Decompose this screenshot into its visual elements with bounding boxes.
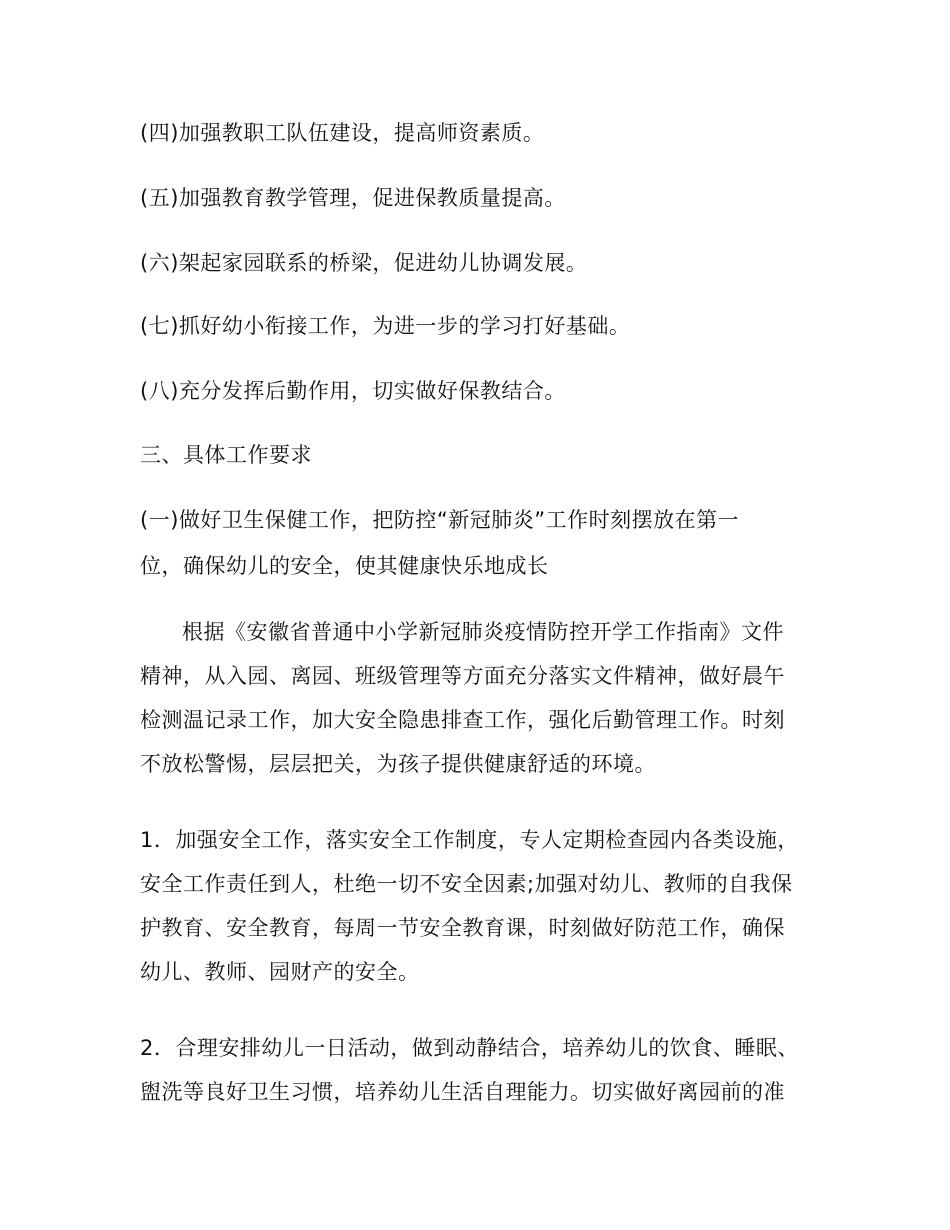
point-1-line-1: 1．加强安全工作，落实安全工作制度，专人定期检查园内各类设施， — [140, 828, 799, 852]
paragraph-1-line-2: 精神，从入园、离园、班级管理等方面充分落实文件精神，做好晨午 — [140, 664, 785, 688]
point-2-line-2: 盥洗等良好卫生习惯，培养幼儿生活自理能力。切实做好离园前的准 — [140, 1080, 785, 1104]
list-item-8: (八)充分发挥后勤作用，切实做好保教结合。 — [140, 379, 566, 403]
subheading-line-2: 位，确保幼儿的安全，使其健康快乐地成长 — [140, 554, 549, 578]
section-heading: 三、具体工作要求 — [140, 443, 312, 467]
paragraph-1 — [140, 610, 816, 786]
list-item-5: (五)加强教育教学管理，促进保教质量提高。 — [140, 186, 566, 210]
point-1-line-4: 幼儿、教师、园财产的安全。 — [140, 960, 420, 984]
point-2 — [140, 1026, 816, 1114]
subheading-line-1: (一)做好卫生保健工作，把防控“新冠肺炎”工作时刻摆放在第一 — [140, 508, 740, 532]
paragraph-1-line-4: 不放松警惕，层层把关，为孩子提供健康舒适的环境。 — [140, 752, 656, 776]
point-1-line-3: 护教育、安全教育，每周一节安全教育课，时刻做好防范工作，确保 — [140, 916, 785, 940]
point-2-line-1: 2．合理安排幼儿一日活动，做到动静结合，培养幼儿的饮食、睡眠、 — [140, 1036, 799, 1060]
list-item-4: (四)加强教职工队伍建设，提高师资素质。 — [140, 121, 545, 145]
point-1 — [140, 818, 816, 994]
list-item-7: (七)抓好幼小衔接工作，为进一步的学习打好基础。 — [140, 314, 631, 338]
list-item-6: (六)架起家园联系的桥梁，促进幼儿协调发展。 — [140, 251, 588, 275]
paragraph-1-line-1: 根据《安徽省普通中小学新冠肺炎疫情防控开学工作指南》文件 — [182, 620, 784, 644]
paragraph-1-line-3: 检测温记录工作，加大安全隐患排查工作，强化后勤管理工作。时刻 — [140, 708, 785, 732]
point-1-line-2: 安全工作责任到人，杜绝一切不安全因素;加强对幼儿、教师的自我保 — [140, 872, 793, 896]
